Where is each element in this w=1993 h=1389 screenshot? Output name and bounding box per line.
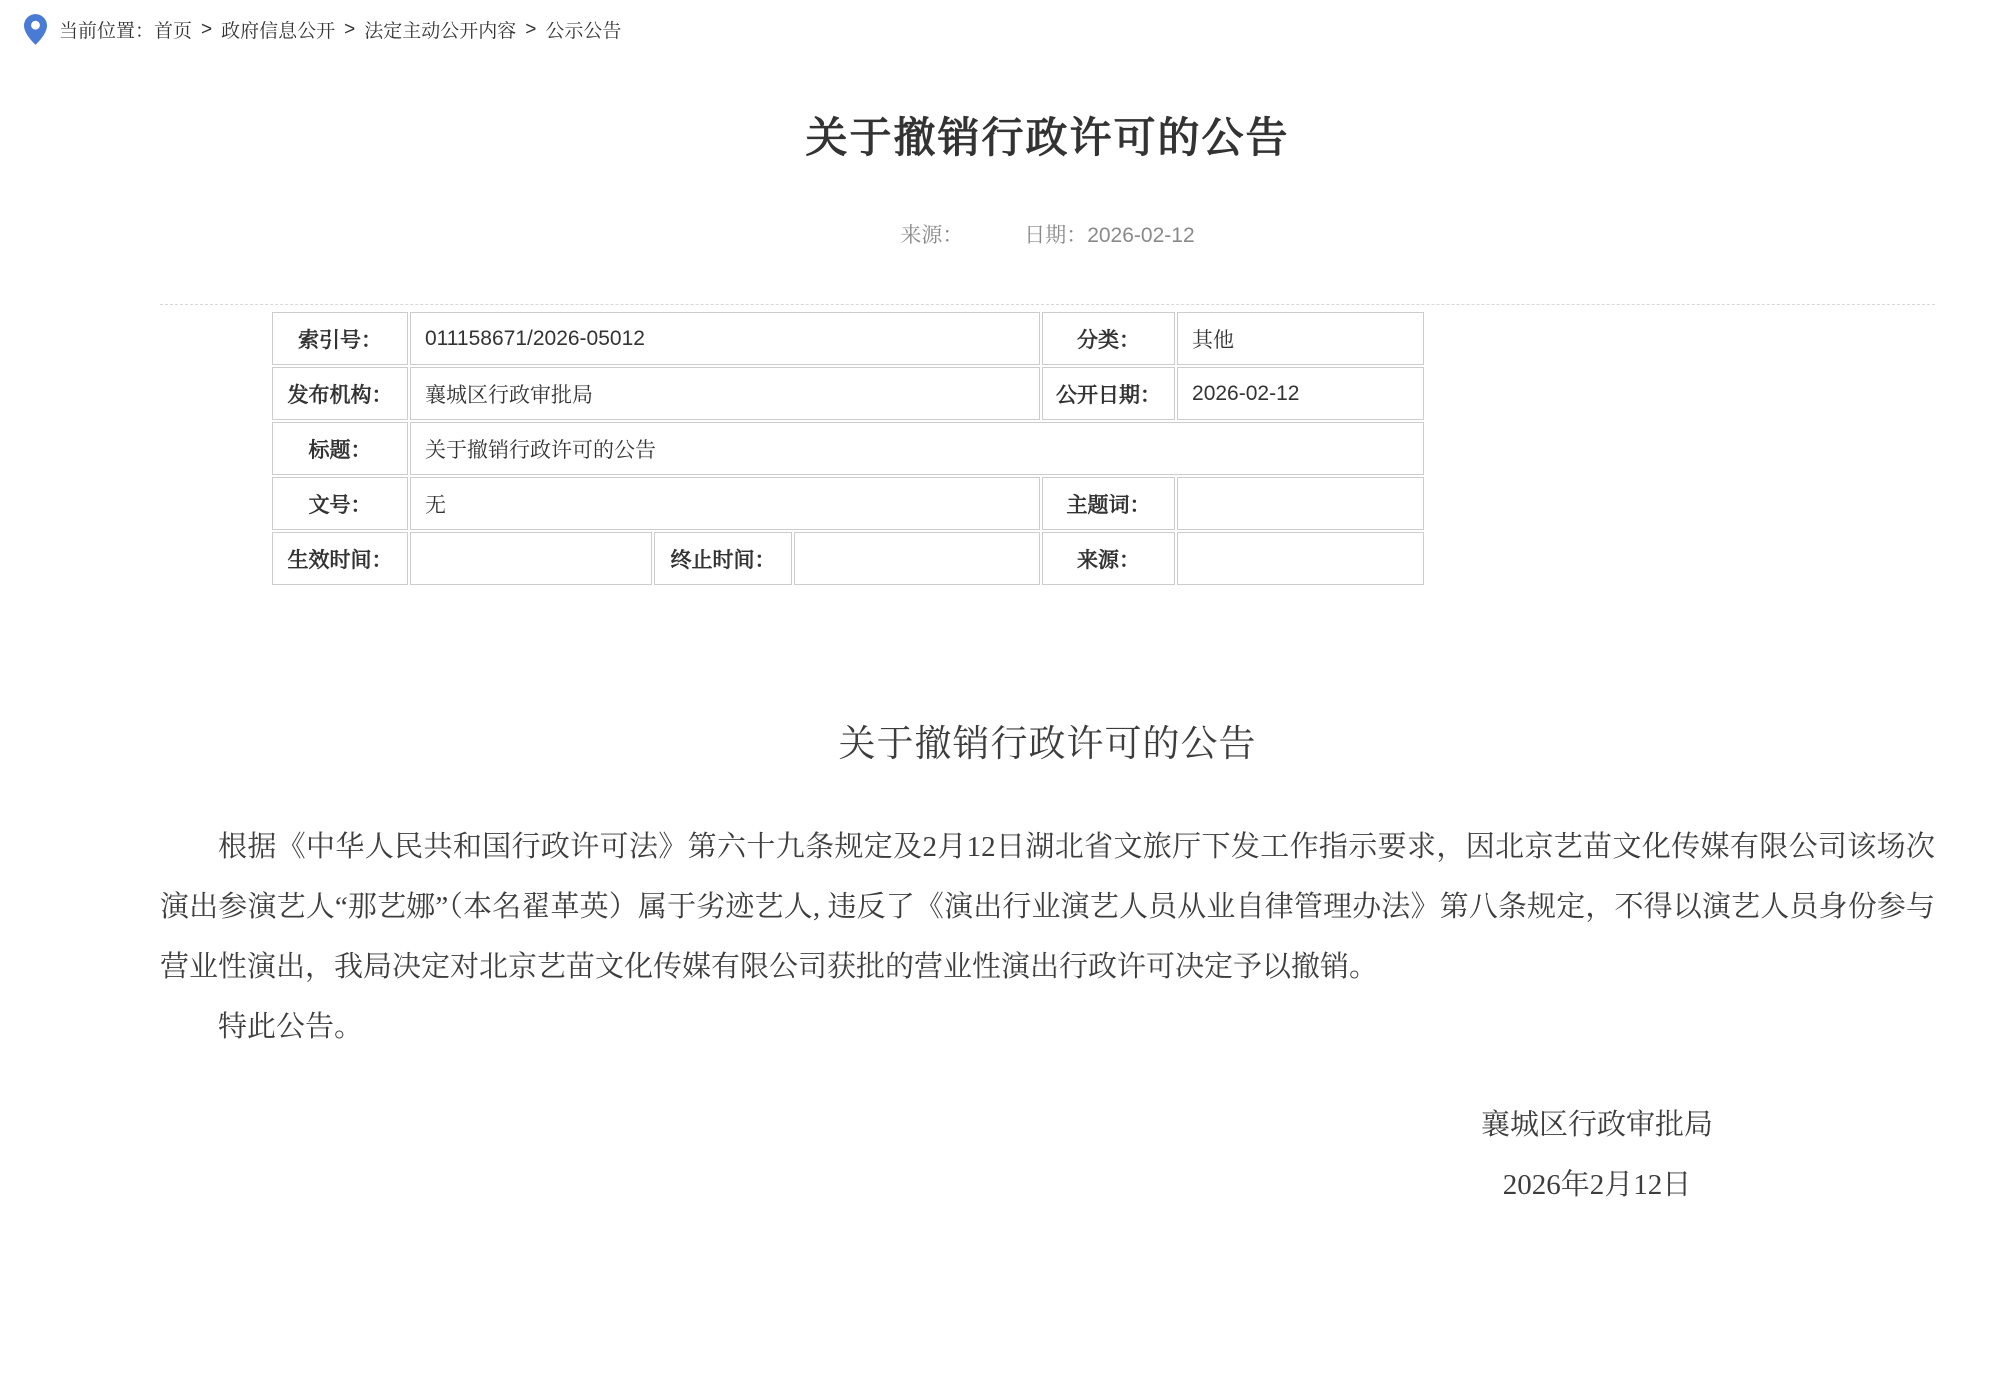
breadcrumb-item-home[interactable]: 首页 [154,21,193,42]
meta-source-label: 来源： [1042,532,1175,585]
breadcrumb [0,0,1993,45]
page-content [160,105,1935,1215]
article-paragraph-closing: 特此公告。 [218,1011,364,1043]
breadcrumb-separator: > [201,18,213,40]
expiry-date-value [794,532,1040,585]
keywords-value [1177,477,1424,530]
source-date-line [160,219,1935,249]
meta-source-value [1177,532,1424,585]
table-row-title [272,422,1424,475]
index-number-value: 011158671/2026-05012 [410,312,1040,365]
index-number-label: 索引号： [272,312,408,365]
breadcrumb-separator: > [344,18,356,40]
table-row-docnum [272,477,1424,530]
breadcrumb-item-public-notices[interactable]: 公示公告 [545,21,622,42]
date-label: 日期： [1024,224,1088,247]
signature-organization: 襄城区行政审批局 [1480,1109,1713,1141]
dashed-divider [160,304,1935,305]
expiry-date-label: 终止时间： [654,532,792,585]
category-label: 分类： [1042,312,1175,365]
keywords-label: 主题词： [1042,477,1175,530]
date-value: 2026-02-12 [1087,224,1195,247]
source-label: 来源： [900,224,964,247]
doc-number-label: 文号： [272,477,408,530]
article-paragraph-main: 根据《中华人民共和国行政许可法》第六十九条规定及2月12日湖北省文旅厅下发工作指示要求，因北京艺苗文化传媒有限公司该场次演出参演艺人“那艺娜”（本名翟革英）属于劣迹艺人, 违反了《演出行业演艺人员从业自律管理办法》第八条规定，不得以演艺人员身份参与营业性演出，我局决定对北京艺苗文化传媒有限公司获批的营业性演出行政许可决定予以撤销。 [160,831,1935,983]
article-body [160,817,1935,1057]
effective-date-label: 生效时间： [272,532,408,585]
article-title: 关于撤销行政许可的公告 [838,724,1257,765]
document-meta-table [270,310,1426,587]
publisher-label: 发布机构： [272,367,408,420]
effective-date-value [410,532,652,585]
page-title: 关于撤销行政许可的公告 [805,114,1290,161]
doc-title-value: 关于撤销行政许可的公告 [410,422,1424,475]
doc-title-label: 标题： [272,422,408,475]
doc-number-value: 无 [410,477,1040,530]
publish-date-label: 公开日期： [1042,367,1175,420]
breadcrumb-item-gov-info[interactable]: 政府信息公开 [221,21,336,42]
publish-date-value: 2026-02-12 [1177,367,1424,420]
table-row-dates [272,532,1424,585]
article [160,713,1935,1215]
breadcrumb-label: 当前位置： [59,21,155,42]
signature-block [160,1095,1935,1215]
table-row-index [272,312,1424,365]
breadcrumb-item-statutory-disclosure[interactable]: 法定主动公开内容 [364,21,517,42]
signature-date: 2026年2月12日 [1502,1169,1692,1201]
category-value: 其他 [1177,312,1424,365]
table-row-publisher [272,367,1424,420]
breadcrumb-separator: > [525,18,537,40]
location-pin-icon [24,14,47,45]
publisher-value: 襄城区行政审批局 [410,367,1040,420]
